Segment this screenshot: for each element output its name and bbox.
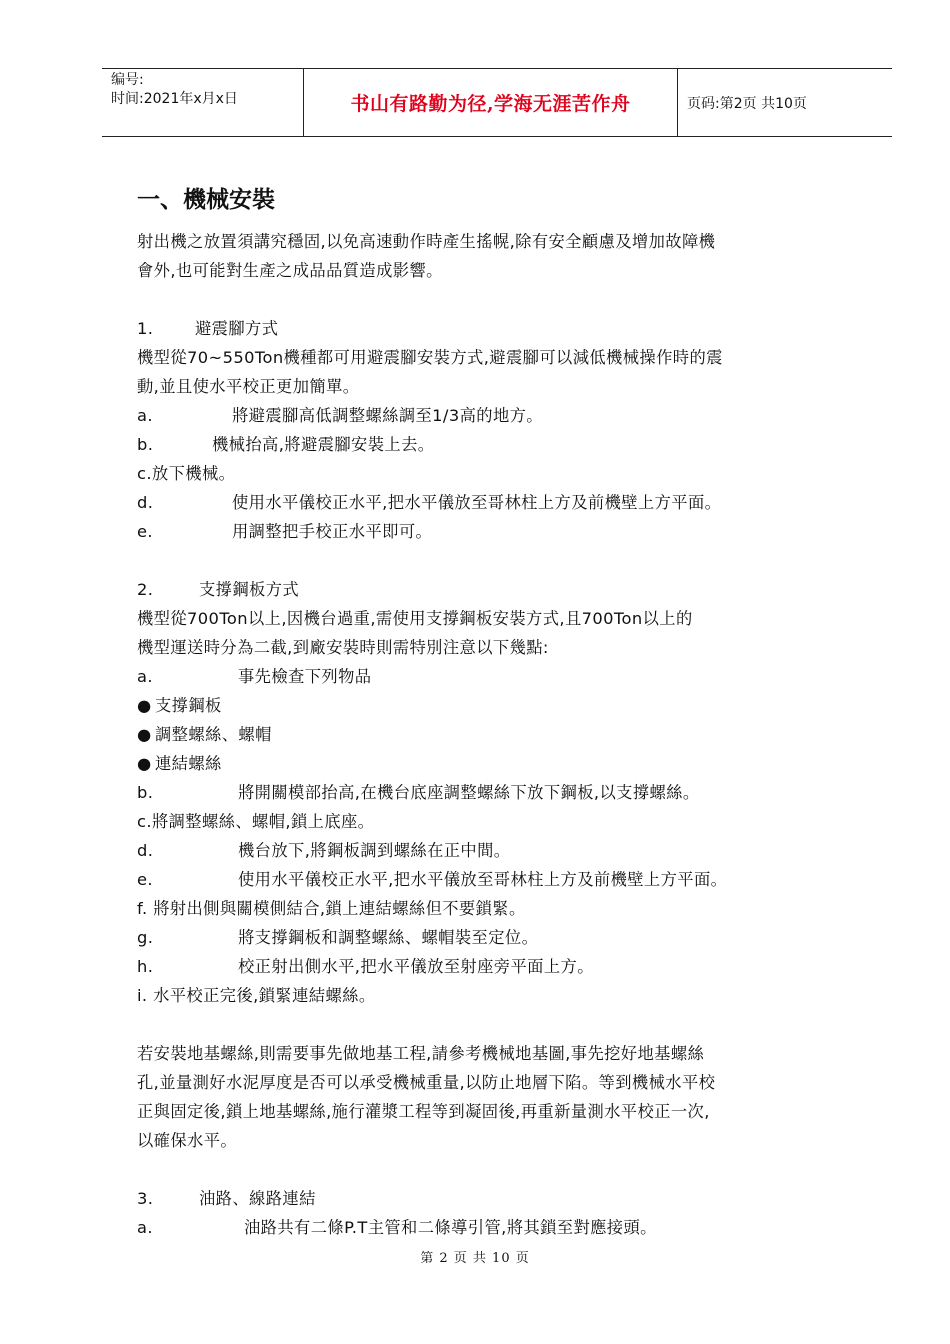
step-label: a. — [137, 406, 153, 425]
step-text: i. 水平校正完後,鎖緊連結螺絲。 — [137, 986, 376, 1005]
list-item — [137, 720, 867, 749]
step-label: g. — [137, 928, 154, 947]
section2-desc-line: 機型運送時分為二截,到廠安裝時則需特別注意以下幾點: — [137, 638, 549, 657]
step-label: d. — [137, 493, 154, 512]
section3-heading-text: 油路、線路連結 — [199, 1189, 316, 1208]
step-text: 使用水平儀校正水平,把水平儀放至哥林柱上方及前機壁上方平面。 — [238, 870, 728, 889]
page-footer: 第 2 页 共 10 页 — [420, 1251, 530, 1266]
section3-heading — [137, 1184, 867, 1213]
step-text: c.將調整螺絲、螺帽,鎖上底座。 — [137, 812, 375, 831]
intro-line: 會外,也可能對生產之成品品質造成影響。 — [137, 261, 443, 280]
step-text: f. 將射出側與關模側結合,鎖上連結螺絲但不要鎖緊。 — [137, 899, 526, 918]
step-text: 將支撐鋼板和調整螺絲、螺帽裝至定位。 — [238, 928, 539, 947]
header-page-info: 页码:第2页 共10页 — [687, 95, 807, 112]
intro-line: 射出機之放置須講究穩固,以免高速動作時產生搖幌,除有安全顧慮及增加故障機 — [137, 232, 716, 251]
section1-heading-text: 避震腳方式 — [195, 319, 279, 338]
section2-desc-line: 機型從700Ton以上,因機台過重,需使用支撐鋼板安裝方式,且700Ton以上的 — [137, 609, 693, 628]
step-text: 將避震腳高低調整螺絲調至1/3高的地方。 — [232, 406, 543, 425]
section1-number: 1. — [137, 319, 154, 338]
step-label: a. — [137, 1218, 153, 1237]
step-label: h. — [137, 957, 154, 976]
step-text: 使用水平儀校正水平,把水平儀放至哥林柱上方及前機壁上方平面。 — [232, 493, 722, 512]
section2-step-h — [137, 952, 867, 981]
foundation-line: 孔,並量測好水泥厚度是否可以承受機械重量,以防止地層下陷。等到機械水平校 — [137, 1073, 716, 1092]
document-body — [137, 227, 867, 1242]
step-label: d. — [137, 841, 154, 860]
foundation-line: 以確保水平。 — [137, 1131, 238, 1150]
section2-step-i — [137, 981, 867, 1010]
list-item-text: 調整螺絲、螺帽 — [155, 725, 272, 744]
header-meta — [102, 69, 304, 136]
step-label: b. — [137, 435, 154, 454]
step-label: e. — [137, 522, 153, 541]
step-text: 將開關模部抬高,在機台底座調整螺絲下放下鋼板,以支撐螺絲。 — [238, 783, 700, 802]
step-text: 油路共有二條P.T主管和二條導引管,將其鎖至對應接頭。 — [244, 1218, 657, 1237]
section2-step-f — [137, 894, 867, 923]
step-label: e. — [137, 870, 153, 889]
section2-number: 2. — [137, 580, 154, 599]
section2-step-g — [137, 923, 867, 952]
number-label: 编号: — [111, 72, 144, 88]
time-label: 时间:2021年x月x日 — [111, 91, 238, 107]
page-header — [102, 68, 892, 137]
list-item-text: 支撐鋼板 — [155, 696, 222, 715]
section2-heading-text: 支撐鋼板方式 — [199, 580, 300, 599]
section2-step-e — [137, 865, 867, 894]
header-slogan: 书山有路勤为径,学海无涯苦作舟 — [350, 93, 631, 115]
section2-step-a — [137, 662, 867, 691]
section1-step-b — [137, 430, 867, 459]
section2-step-b — [137, 778, 867, 807]
section-title: 一、機械安裝 — [137, 187, 275, 213]
header-slogan-cell — [304, 69, 678, 136]
list-item — [137, 691, 867, 720]
section1-step-a — [137, 401, 867, 430]
section2-heading — [137, 575, 867, 604]
step-text: c.放下機械。 — [137, 464, 236, 483]
section3-number: 3. — [137, 1189, 154, 1208]
list-item — [137, 749, 867, 778]
section2-step-c — [137, 807, 867, 836]
section2-step-d — [137, 836, 867, 865]
step-text: 事先檢查下列物品 — [238, 667, 372, 686]
foundation-line: 正與固定後,鎖上地基螺絲,施行灌漿工程等到凝固後,再重新量測水平校正一次, — [137, 1102, 710, 1121]
step-text: 機台放下,將鋼板調到螺絲在正中間。 — [238, 841, 511, 860]
section3-step-a — [137, 1213, 867, 1242]
bullet-icon: ● — [137, 725, 152, 744]
section1-step-e — [137, 517, 867, 546]
section1-step-d — [137, 488, 867, 517]
step-text: 機械抬高,將避震腳安裝上去。 — [212, 435, 435, 454]
bullet-icon: ● — [137, 754, 152, 773]
section1-heading — [137, 314, 867, 343]
list-item-text: 連結螺絲 — [155, 754, 222, 773]
step-text: 用調整把手校正水平即可。 — [232, 522, 433, 541]
section1-desc-line: 動,並且使水平校正更加簡單。 — [137, 377, 360, 396]
step-label: b. — [137, 783, 154, 802]
foundation-line: 若安裝地基螺絲,則需要事先做地基工程,請參考機械地基圖,事先挖好地基螺絲 — [137, 1044, 705, 1063]
bullet-icon: ● — [137, 696, 152, 715]
step-text: 校正射出側水平,把水平儀放至射座旁平面上方。 — [238, 957, 594, 976]
step-label: a. — [137, 667, 153, 686]
section1-desc-line: 機型從70~550Ton機種都可用避震腳安裝方式,避震腳可以減低機械操作時的震 — [137, 348, 723, 367]
section1-step-c — [137, 459, 867, 488]
